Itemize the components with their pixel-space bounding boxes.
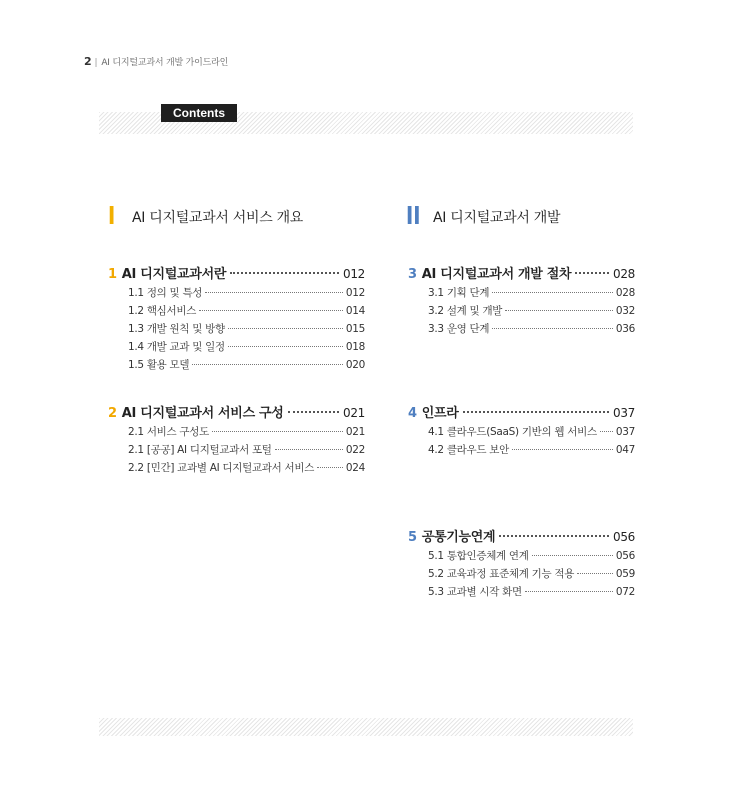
item-label: 1.3 개발 원칙 및 방향 (128, 323, 225, 335)
toc-item[interactable] (428, 548, 635, 566)
item-label: 3.2 설계 및 개발 (428, 305, 503, 317)
item-page: 072 (615, 586, 635, 598)
item-page: 018 (345, 341, 365, 353)
part-2-marker: II (406, 200, 421, 230)
dot-leader (230, 272, 339, 274)
item-page: 020 (345, 359, 365, 371)
item-page: 028 (615, 287, 635, 299)
dot-leader (512, 449, 613, 450)
dot-leader (228, 346, 343, 347)
dot-leader (577, 573, 613, 574)
section-title: 공통기능연계 (421, 530, 496, 545)
toc-item[interactable] (428, 442, 635, 460)
item-page: 032 (615, 305, 635, 317)
toc-item[interactable] (428, 321, 635, 339)
dot-leader (525, 591, 613, 592)
item-label: 5.3 교과별 시작 화면 (428, 586, 522, 598)
page-number: 2 (84, 55, 92, 68)
section-page: 021 (342, 406, 365, 420)
item-page: 021 (345, 426, 365, 438)
item-label: 3.1 기획 단계 (428, 287, 490, 299)
toc-section-2[interactable] (108, 402, 365, 421)
item-label: 5.1 통합인증체계 연계 (428, 550, 529, 562)
header-divider: | (94, 58, 98, 68)
section-title: AI 디지털교과서란 (121, 267, 227, 282)
item-page: 014 (345, 305, 365, 317)
part-2-title: AI 디지털교과서 개발 (433, 210, 561, 226)
section-page: 056 (612, 530, 635, 544)
toc-section-3[interactable] (408, 263, 635, 282)
toc-item[interactable] (128, 357, 365, 375)
item-page: 056 (615, 550, 635, 562)
item-label: 1.4 개발 교과 및 일정 (128, 341, 225, 353)
item-label: 2.1 [공공] AI 디지털교과서 포털 (128, 444, 272, 456)
item-label: 4.2 클라우드 보안 (428, 444, 509, 456)
item-label: 3.3 운영 단계 (428, 323, 490, 335)
item-label: 1.2 핵심서비스 (128, 305, 197, 317)
item-label: 4.1 클라우드(SaaS) 기반의 웹 서비스 (428, 426, 597, 438)
section-number: 5 (408, 530, 417, 545)
toc-item[interactable] (128, 321, 365, 339)
toc-item[interactable] (428, 285, 635, 303)
part-1-title: AI 디지털교과서 서비스 개요 (132, 210, 304, 226)
toc-item[interactable] (128, 285, 365, 303)
item-label: 1.5 활용 모델 (128, 359, 190, 371)
dot-leader (288, 411, 339, 413)
dot-leader (532, 555, 613, 556)
item-page: 037 (615, 426, 635, 438)
dot-leader (317, 467, 343, 468)
item-page: 036 (615, 323, 635, 335)
dot-leader (492, 328, 613, 329)
section-title: AI 디지털교과서 서비스 구성 (121, 406, 284, 421)
dot-leader (275, 449, 343, 450)
dot-leader (499, 535, 609, 537)
toc-section-1[interactable] (108, 263, 365, 282)
toc-item[interactable] (428, 424, 635, 442)
toc-item[interactable] (428, 566, 635, 584)
item-label: 1.1 정의 및 특성 (128, 287, 203, 299)
item-page: 015 (345, 323, 365, 335)
dot-leader (228, 328, 343, 329)
running-header (84, 55, 228, 68)
section-number: 1 (108, 267, 117, 282)
toc-item[interactable] (128, 442, 365, 460)
part-1-marker: I (108, 200, 116, 230)
section-number: 2 (108, 406, 117, 421)
item-page: 022 (345, 444, 365, 456)
section-page: 028 (612, 267, 635, 281)
running-title: AI 디지털교과서 개발 가이드라인 (101, 58, 229, 68)
toc-item[interactable] (128, 303, 365, 321)
dot-leader (212, 431, 343, 432)
dot-leader (575, 272, 609, 274)
toc-item[interactable] (128, 424, 365, 442)
item-page: 059 (615, 568, 635, 580)
toc-item[interactable] (128, 460, 365, 478)
section-number: 4 (408, 406, 417, 421)
section-title: AI 디지털교과서 개발 절차 (421, 267, 572, 282)
dot-leader (192, 364, 343, 365)
dot-leader (205, 292, 343, 293)
toc-item[interactable] (428, 584, 635, 602)
contents-label: Contents (161, 104, 237, 122)
item-page: 012 (345, 287, 365, 299)
section-page: 012 (342, 267, 365, 281)
item-page: 024 (345, 462, 365, 474)
dot-leader (199, 310, 343, 311)
toc-section-5[interactable] (408, 526, 635, 545)
item-label: 2.2 [민간] 교과별 AI 디지털교과서 서비스 (128, 462, 315, 474)
dot-leader (492, 292, 613, 293)
toc-section-4[interactable] (408, 402, 635, 421)
toc-item[interactable] (128, 339, 365, 357)
section-page: 037 (612, 406, 635, 420)
toc-item[interactable] (428, 303, 635, 321)
dot-leader (463, 411, 609, 413)
item-label: 5.2 교육과정 표준체계 기능 적용 (428, 568, 575, 580)
item-page: 047 (615, 444, 635, 456)
item-label: 2.1 서비스 구성도 (128, 426, 209, 438)
footer-hatched-band (99, 718, 633, 736)
section-title: 인프라 (421, 406, 459, 421)
dot-leader (600, 431, 613, 432)
dot-leader (505, 310, 613, 311)
section-number: 3 (408, 267, 417, 282)
